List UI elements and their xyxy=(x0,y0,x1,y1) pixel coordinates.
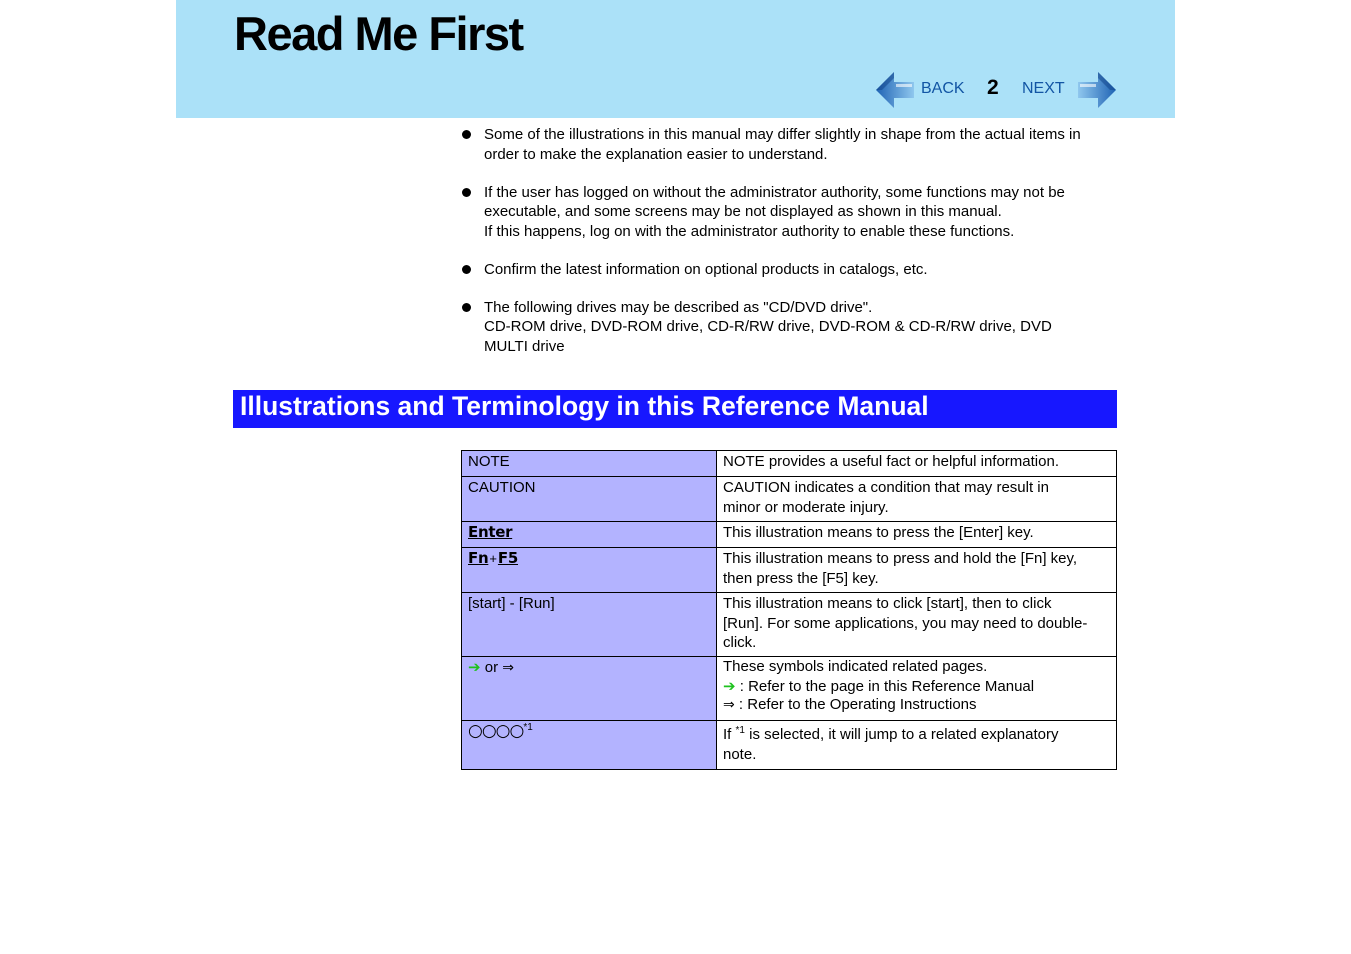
term-cell xyxy=(462,657,717,721)
term-text: NOTE xyxy=(468,453,510,470)
description-cell xyxy=(717,451,1117,477)
description-text: NOTE provides a useful fact or helpful information. xyxy=(723,453,1059,470)
table-row xyxy=(462,451,1117,477)
section-header xyxy=(233,390,1117,428)
page-navigation xyxy=(874,70,1118,110)
description-cell xyxy=(717,548,1117,593)
enter-key-icon: Enter xyxy=(468,523,513,541)
table-row xyxy=(462,548,1117,593)
list-item-text: order to make the explanation easier to understand. xyxy=(484,145,828,163)
list-item xyxy=(462,183,1117,242)
green-arrow-icon: ➔ xyxy=(468,658,481,676)
circles-icon: ○○○○ xyxy=(468,721,524,741)
description-text: : Refer to the page in this Reference Manual xyxy=(735,677,1035,695)
description-text: [Run]. For some applications, you may need to double- xyxy=(723,614,1088,632)
term-text: [start] - [Run] xyxy=(468,595,555,612)
bullet-dot-icon xyxy=(462,188,471,197)
table-row xyxy=(462,522,1117,548)
list-item-text: executable, and some screens may be not displayed as shown in this manual. xyxy=(484,203,1002,220)
f5-key-icon: F5 xyxy=(497,549,519,567)
list-item xyxy=(462,125,1117,164)
list-item-text: Some of the illustrations in this manual may differ slightly in shape from the actual items in xyxy=(484,126,1081,143)
list-item xyxy=(462,298,1117,357)
back-arrow-icon xyxy=(874,70,916,110)
description-line xyxy=(723,696,1110,715)
footnote-marker: *1 xyxy=(523,722,533,733)
next-arrow-icon xyxy=(1076,70,1118,110)
next-label: NEXT xyxy=(1022,80,1065,97)
green-arrow-icon: ➔ xyxy=(723,676,736,695)
description-line xyxy=(723,677,1110,697)
term-or-text: or xyxy=(480,659,503,676)
term-cell xyxy=(462,522,717,548)
page-title: Read Me First xyxy=(234,7,523,60)
description-text: CAUTION indicates a condition that may result in xyxy=(723,479,1049,496)
list-item-text: Confirm the latest information on optional products in catalogs, etc. xyxy=(484,260,928,278)
fn-key-icon: Fn xyxy=(468,549,489,567)
description-text: : Refer to the Operating Instructions xyxy=(734,696,977,713)
double-arrow-icon: ⇒ xyxy=(723,697,735,713)
bullet-dot-icon xyxy=(462,303,471,312)
page-number: 2 xyxy=(987,76,999,99)
description-cell xyxy=(717,593,1117,657)
table-row xyxy=(462,721,1117,770)
description-cell xyxy=(717,477,1117,522)
description-text: minor or moderate injury. xyxy=(723,498,889,516)
list-item-text: If the user has logged on without the administrator authority, some functions may not be xyxy=(484,183,1065,201)
term-cell xyxy=(462,593,717,657)
footnote-marker: *1 xyxy=(735,725,745,736)
description-text: This illustration means to click [start], then to click xyxy=(723,595,1052,612)
next-button[interactable] xyxy=(1022,70,1118,110)
description-text: These symbols indicated related pages. xyxy=(723,658,988,675)
back-button[interactable] xyxy=(874,70,970,110)
description-text: This illustration means to press and hold the [Fn] key, xyxy=(723,550,1078,567)
table-row xyxy=(462,657,1117,721)
table-row xyxy=(462,477,1117,522)
key-plus: + xyxy=(489,551,497,566)
term-text: CAUTION xyxy=(468,479,536,496)
description-text: If xyxy=(723,726,736,743)
description-text: click. xyxy=(723,634,757,651)
notes-list xyxy=(462,125,1117,375)
term-cell xyxy=(462,451,717,477)
description-cell xyxy=(717,522,1117,548)
description-text: This illustration means to press the [Enter] key. xyxy=(723,524,1034,541)
page-header xyxy=(176,0,1175,118)
section-title: Illustrations and Terminology in this Reference Manual xyxy=(240,391,929,421)
list-item-text: MULTI drive xyxy=(484,337,565,355)
description-cell xyxy=(717,721,1117,770)
term-cell xyxy=(462,548,717,593)
list-item xyxy=(462,260,1117,280)
back-label: BACK xyxy=(921,80,965,97)
description-line xyxy=(723,725,1110,745)
term-cell xyxy=(462,721,717,770)
terminology-table xyxy=(461,450,1117,770)
term-cell xyxy=(462,477,717,522)
table-row xyxy=(462,593,1117,657)
bullet-dot-icon xyxy=(462,130,471,139)
bullet-dot-icon xyxy=(462,265,471,274)
list-item-text: If this happens, log on with the administrator authority to enable these functions. xyxy=(484,222,1015,240)
description-text: note. xyxy=(723,745,757,763)
description-cell xyxy=(717,657,1117,721)
description-text: then press the [F5] key. xyxy=(723,569,879,587)
double-arrow-icon: ⇒ xyxy=(502,660,514,676)
list-item-text: The following drives may be described as "CD/DVD drive". xyxy=(484,298,873,316)
description-text: is selected, it will jump to a related explanatory xyxy=(744,726,1059,743)
list-item-text: CD-ROM drive, DVD-ROM drive, CD-R/RW drive, DVD-ROM & CD-R/RW drive, DVD xyxy=(484,318,1052,335)
